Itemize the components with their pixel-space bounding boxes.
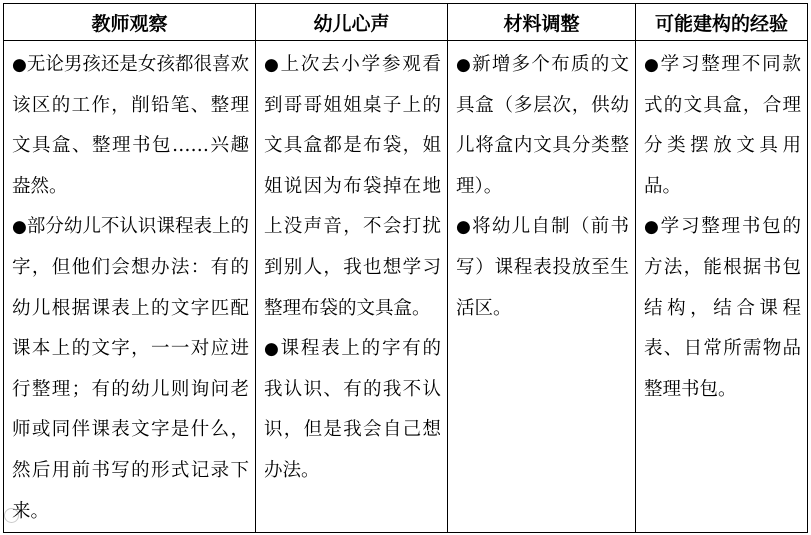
cell-possible-experience bbox=[636, 41, 808, 533]
cell-material-adjustment bbox=[448, 41, 636, 533]
list-item bbox=[456, 207, 629, 329]
header-material-adjustment: 材料调整 bbox=[448, 4, 636, 41]
item-text: 新增多个布质的文具盒（多层次，供幼儿将盒内文具分类整理）。 bbox=[456, 54, 629, 197]
header-child-voice: 幼儿心声 bbox=[256, 4, 448, 41]
cell-teacher-observation bbox=[4, 41, 256, 533]
bullet-dot: ● bbox=[12, 217, 27, 238]
item-text: 将幼儿自制（前书写）课程表投放至生活区。 bbox=[456, 216, 629, 319]
item-text: 学习整理不同款式的文具盒，合理分类摆放文具用品。 bbox=[644, 54, 801, 197]
circle-logo-icon bbox=[4, 508, 19, 523]
bullet-dot: ● bbox=[456, 55, 473, 75]
list-item bbox=[264, 329, 441, 491]
bullet-dot: ● bbox=[644, 55, 661, 75]
table-row bbox=[4, 41, 808, 533]
table-header-row bbox=[4, 4, 808, 41]
list-item bbox=[644, 45, 801, 207]
bullet-dot: ● bbox=[264, 55, 281, 75]
list-item bbox=[456, 45, 629, 207]
item-text: 课程表上的字有的我认识、有的我不认识，但是我会自己想办法。 bbox=[264, 338, 441, 481]
item-text: 学习整理书包的方法，能根据书包结构，结合课程表、日常所需物品整理书包。 bbox=[644, 216, 801, 400]
item-text: 无论男孩还是女孩都很喜欢该区的工作，削铅笔、整理文具盒、整理书包……兴趣盎然。 bbox=[12, 54, 249, 197]
list-item bbox=[264, 45, 441, 329]
item-text: 上次去小学参观看到哥哥姐姐桌子上的文具盒都是布袋，姐姐说因为布袋掉在地上没声音，不会打扰到别人，我也想学习整理布袋的文具盒。 bbox=[264, 54, 441, 319]
observation-table bbox=[3, 3, 808, 533]
list-item bbox=[12, 207, 249, 532]
header-possible-experience: 可能建构的经验 bbox=[636, 4, 808, 41]
bullet-dot: ● bbox=[264, 339, 281, 360]
bullet-dot: ● bbox=[12, 55, 27, 75]
item-text: 部分幼儿不认识课程表上的字，但他们会想办法：有的幼儿根据课表上的文字匹配课本上的文字，一一对应进行整理；有的幼儿则询问老师或同伴课表文字是什么，然后用前书写的形式记录下来。 bbox=[12, 216, 249, 522]
header-teacher-observation: 教师观察 bbox=[4, 4, 256, 41]
bullet-dot: ● bbox=[456, 217, 473, 238]
list-item bbox=[644, 207, 801, 410]
cell-child-voice bbox=[256, 41, 448, 533]
list-item bbox=[12, 45, 249, 207]
bullet-dot: ● bbox=[644, 217, 661, 238]
watermark bbox=[4, 508, 25, 525]
